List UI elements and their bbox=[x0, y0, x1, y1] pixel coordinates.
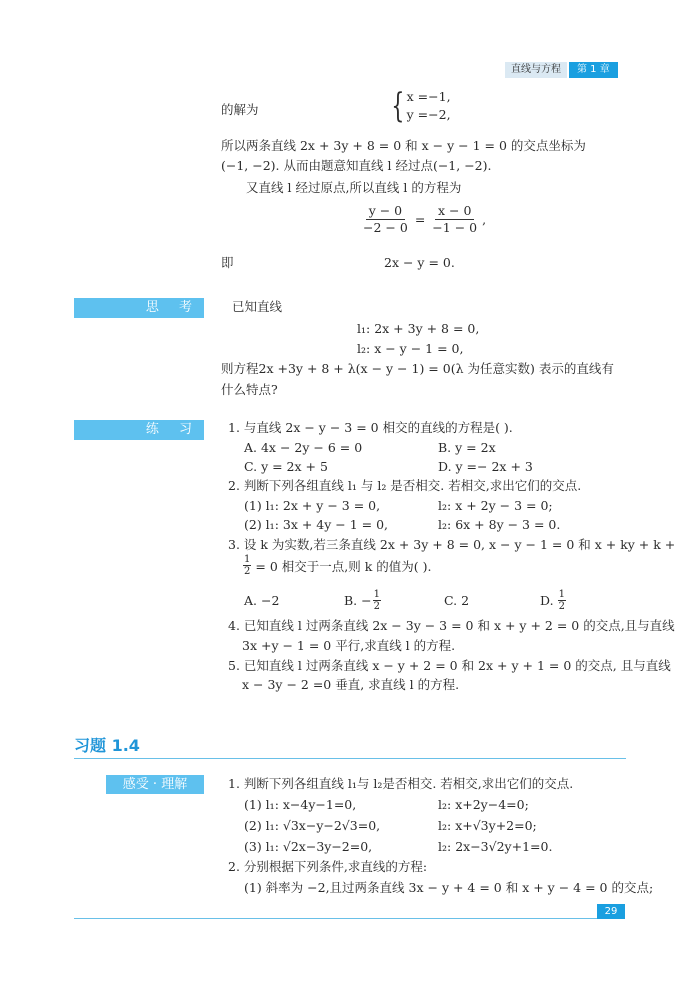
text-segment: 的交点坐标为 bbox=[506, 138, 586, 153]
exercise-q1-p1-l1: (1) l₁: x−4y−1=0, bbox=[244, 797, 357, 812]
denominator: 2 bbox=[558, 601, 565, 612]
option-b bbox=[344, 589, 444, 612]
practice-q3-stem-line2 bbox=[242, 554, 431, 577]
numerator: y − 0 bbox=[366, 203, 405, 220]
exercise-category-label: 感受 · 理解 bbox=[106, 775, 204, 794]
equals-sign: = bbox=[414, 212, 426, 227]
fraction-half bbox=[243, 554, 251, 577]
denominator: 2 bbox=[244, 566, 251, 577]
numerator: 1 bbox=[558, 589, 565, 600]
denominator: 2 bbox=[373, 601, 380, 612]
solution-intro: 的解为 bbox=[221, 102, 259, 117]
chapter-number: 第 1 章 bbox=[569, 62, 618, 78]
practice-q3-options bbox=[244, 589, 584, 612]
ji-label: 即 bbox=[221, 255, 234, 270]
practice-q5-line1: 5. 已知直线 l 过两条直线 x − y + 2 = 0 和 2x + y + 1 = 0 的交点, 且与直线 bbox=[228, 658, 671, 673]
practice-q2-p2-l2: l₂: 6x + 8y − 3 = 0. bbox=[438, 517, 561, 532]
solution-para1-line2: (−1, −2). 从而由题意知直线 l 经过点(−1, −2). bbox=[221, 158, 492, 173]
practice-q1-option-d: D. y =− 2x + 3 bbox=[438, 459, 533, 474]
equation: x − y − 1 = 0 bbox=[421, 138, 507, 153]
option-c: C. 2 bbox=[444, 593, 470, 608]
exercise-q1-p3-l1: (3) l₁: √2x−3y−2=0, bbox=[244, 839, 373, 854]
system-line-1: x =−1, bbox=[406, 89, 451, 104]
chapter-header bbox=[505, 62, 618, 78]
think-l2: l₂: x − y − 1 = 0, bbox=[357, 341, 464, 356]
denominator: −1 − 0 bbox=[432, 220, 478, 235]
fraction-half bbox=[373, 589, 381, 612]
exercise-q1-p2-l2: l₂: x+√3y+2=0; bbox=[438, 818, 537, 833]
exercise-q1-p1-l2: l₂: x+2y−4=0; bbox=[438, 797, 529, 812]
text-segment: = 0 相交于一点,则 k 的值为( ). bbox=[255, 558, 432, 574]
exercise-q2-stem: 2. 分别根据下列条件,求直线的方程: bbox=[228, 859, 428, 874]
think-question-line2: 什么特点? bbox=[221, 382, 278, 397]
exercise-q1-stem: 1. 判断下列各组直线 l₁与 l₂是否相交. 若相交,求出它们的交点. bbox=[228, 776, 574, 791]
result-equation: 2x − y = 0. bbox=[384, 255, 455, 270]
practice-q3-stem-line1: 3. 设 k 为实数,若三条直线 2x + 3y + 8 = 0, x − y − 1 = 0 和 x + ky + k + bbox=[228, 537, 676, 552]
option-d-prefix: D. bbox=[540, 593, 554, 608]
practice-label: 练 习 bbox=[74, 420, 204, 440]
practice-q2-p1-l2: l₂: x + 2y − 3 = 0; bbox=[438, 498, 553, 513]
practice-q1-option-c: C. y = 2x + 5 bbox=[244, 459, 328, 474]
section-divider bbox=[74, 758, 626, 759]
footer-rule bbox=[74, 918, 597, 919]
section-title: 习题 1.4 bbox=[74, 736, 140, 755]
option-a: A. −2 bbox=[244, 593, 280, 608]
comma: , bbox=[482, 212, 487, 227]
practice-q2-stem: 2. 判断下列各组直线 l₁ 与 l₂ 是否相交. 若相交,求出它们的交点. bbox=[228, 478, 582, 493]
numerator: 1 bbox=[373, 589, 380, 600]
exercise-q1-p2-l1: (2) l₁: √3x−y−2√3=0, bbox=[244, 818, 381, 833]
solution-para2: 又直线 l 经过原点,所以直线 l 的方程为 bbox=[246, 180, 462, 195]
practice-q4-line2: 3x +y − 1 = 0 平行,求直线 l 的方程. bbox=[242, 638, 456, 653]
practice-q2-p1-l1: (1) l₁: 2x + y − 3 = 0, bbox=[244, 498, 381, 513]
fraction-left bbox=[360, 203, 411, 236]
fraction-right bbox=[429, 203, 480, 236]
solution-para1-line1 bbox=[221, 137, 586, 155]
practice-q1-option-a: A. 4x − 2y − 6 = 0 bbox=[244, 440, 363, 455]
practice-q5-line2: x − 3y − 2 =0 垂直, 求直线 l 的方程. bbox=[242, 677, 460, 692]
chapter-name: 直线与方程 bbox=[505, 62, 567, 78]
exercise-q1-p3-l2: l₂: 2x−3√2y+1=0. bbox=[438, 839, 553, 854]
denominator: −2 − 0 bbox=[363, 220, 408, 235]
think-l1: l₁: 2x + 3y + 8 = 0, bbox=[357, 321, 480, 336]
text-segment: 所以两条直线 bbox=[221, 138, 300, 153]
system-line-2: y =−2, bbox=[406, 107, 451, 122]
practice-q4-line1: 4. 已知直线 l 过两条直线 2x − 3y − 3 = 0 和 x + y + 2 = 0 的交点,且与直线 bbox=[228, 618, 675, 633]
fraction-equation bbox=[358, 203, 486, 236]
text-segment: 和 bbox=[401, 138, 422, 153]
equation: 2x + 3y + 8 = 0 bbox=[299, 138, 402, 153]
practice-q1-stem: 1. 与直线 2x − y − 3 = 0 相交的直线的方程是( ). bbox=[228, 420, 513, 435]
page-number: 29 bbox=[597, 904, 625, 919]
think-label: 思 考 bbox=[74, 298, 204, 318]
think-question-line1: 则方程2x +3y + 8 + λ(x − y − 1) = 0(λ 为任意实数) 表示的直线有 bbox=[221, 361, 614, 376]
numerator: 1 bbox=[244, 554, 251, 565]
numerator: x − 0 bbox=[435, 203, 474, 220]
exercise-q2-p1: (1) 斜率为 −2,且过两条直线 3x − y + 4 = 0 和 x + y − 4 = 0 的交点; bbox=[244, 880, 654, 895]
option-b-prefix: B. − bbox=[344, 593, 372, 608]
equation-system bbox=[387, 88, 451, 124]
brace-symbol: { bbox=[391, 86, 405, 126]
practice-q2-p2-l1: (2) l₁: 3x + 4y − 1 = 0, bbox=[244, 517, 389, 532]
option-d bbox=[540, 589, 567, 612]
fraction-half bbox=[558, 589, 566, 612]
practice-q1-option-b: B. y = 2x bbox=[438, 440, 496, 455]
think-intro: 已知直线 bbox=[232, 299, 283, 314]
